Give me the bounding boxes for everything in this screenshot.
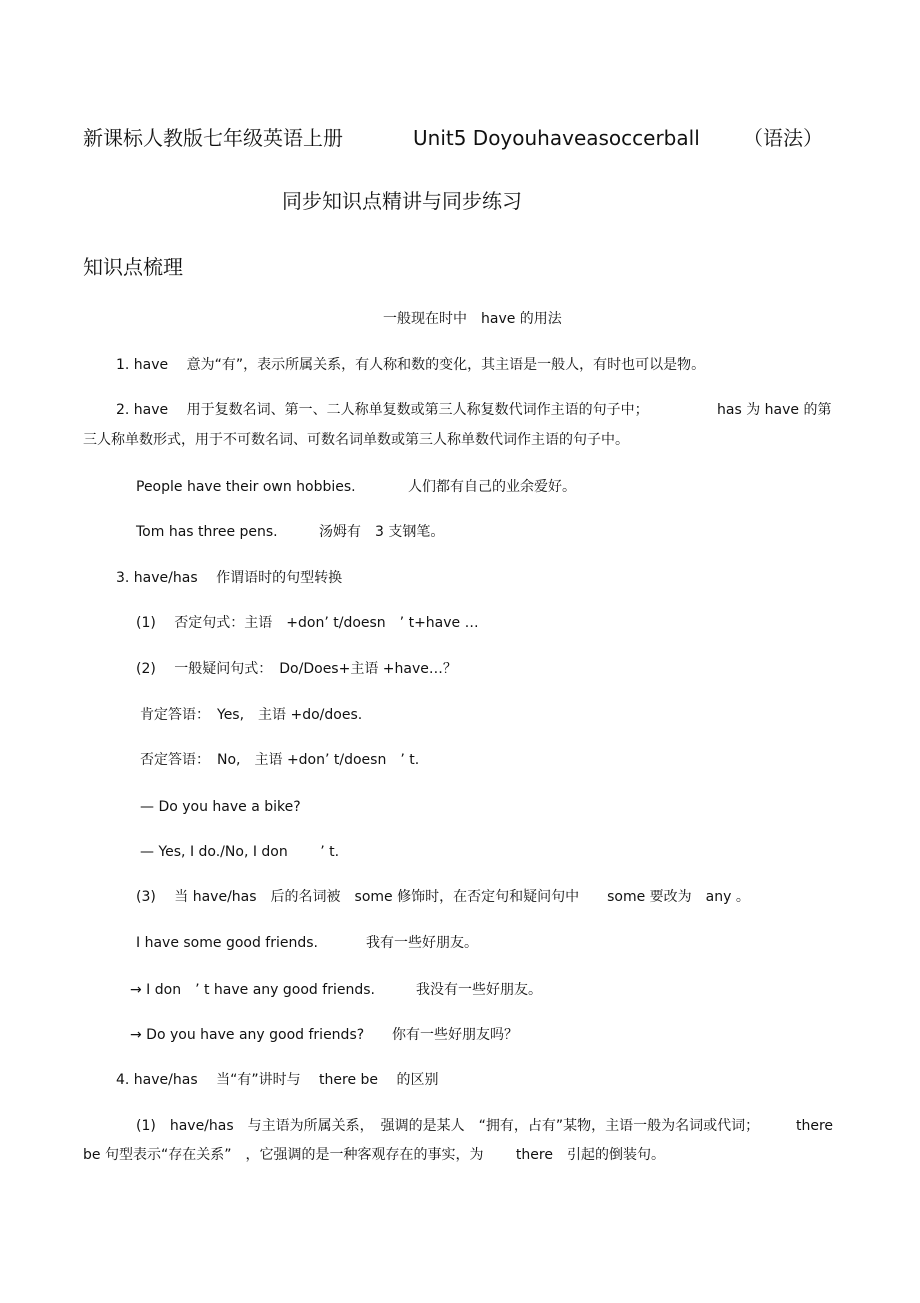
example-5 xyxy=(130,1025,580,1045)
affirmative-answer: 肯定答语： Yes, 主语 +do/does. xyxy=(140,707,363,723)
point-3-2: (2) 一般疑问句式： Do/Does+主语 +have…？ xyxy=(136,661,457,677)
negative-answer: 否定答语： No, 主语 +don’ t/doesn ’ t. xyxy=(140,752,420,768)
document-title-line1 xyxy=(83,124,843,152)
example-1 xyxy=(136,477,636,497)
document-title-line2: 同步知识点精讲与同步练习 xyxy=(282,189,522,213)
example-4-zh: 我没有一些好朋友。 xyxy=(416,982,542,998)
point-2-line2: 三人称单数形式，用于不可数名词、可数名词单数或第三人称单数代词作主语的句子中。 xyxy=(83,432,629,448)
point-3: 3. have/has 作谓语时的句型转换 xyxy=(116,570,343,586)
point-1: 1. have 意为“有”，表示所属关系，有人称和数的变化，其主语是一般人，有时也可以是物。 xyxy=(116,357,706,373)
point-4: 4. have/has 当“有”讲时与 there be 的区别 xyxy=(116,1072,439,1088)
example-4-en: → I don ’ t have any good friends. xyxy=(130,982,375,998)
example-1-zh: 人们都有自己的业余爱好。 xyxy=(408,479,576,495)
dialog-line-2: — Yes, I do./No, I don ’ t. xyxy=(140,844,340,860)
example-2-zh: 汤姆有 3 支钢笔。 xyxy=(319,524,445,540)
title-grammar-tag: （语法） xyxy=(743,126,823,150)
example-3-zh: 我有一些好朋友。 xyxy=(366,935,478,951)
title-unit: Unit5 Doyouhaveasoccerball xyxy=(413,126,700,150)
point-4-1-line2: be 句型表示“存在关系” ，它强调的是一种客观存在的事实，为 there 引起的倒装句。 xyxy=(83,1147,665,1163)
point-2-line1 xyxy=(116,400,836,420)
example-5-en: → Do you have any good friends? xyxy=(130,1027,365,1043)
point-4-1-line1 xyxy=(136,1116,836,1136)
point-4-1-there: there xyxy=(796,1118,834,1134)
example-3 xyxy=(136,933,586,953)
point-3-1: (1) 否定句式：主语 +don’ t/doesn ’ t+have … xyxy=(136,615,479,631)
subheading: 一般现在时中 have 的用法 xyxy=(383,311,562,327)
point-2-text: 2. have 用于复数名词、第一、二人称单复数或第三人称复数代词作主语的句子中； xyxy=(116,402,649,418)
section-heading: 知识点梳理 xyxy=(83,255,183,279)
point-4-1-text: (1) have/has 与主语为所属关系， 强调的是某人 “拥有，占有”某物，主语一般为名词或代词； xyxy=(136,1118,760,1134)
example-5-zh: 你有一些好朋友吗？ xyxy=(392,1027,518,1043)
point-3-3: (3) 当 have/has 后的名词被 some 修饰时，在否定句和疑问句中 some 要改为 any 。 xyxy=(136,889,750,905)
example-4 xyxy=(130,980,580,1000)
example-3-en: I have some good friends. xyxy=(136,935,318,951)
point-2-has-text: has 为 have 的第 xyxy=(717,402,832,418)
example-1-en: People have their own hobbies. xyxy=(136,479,356,495)
example-2-en: Tom has three pens. xyxy=(136,524,278,540)
dialog-line-1: — Do you have a bike? xyxy=(140,799,301,815)
example-2 xyxy=(136,522,536,542)
title-chinese: 新课标人教版七年级英语上册 xyxy=(83,126,343,150)
